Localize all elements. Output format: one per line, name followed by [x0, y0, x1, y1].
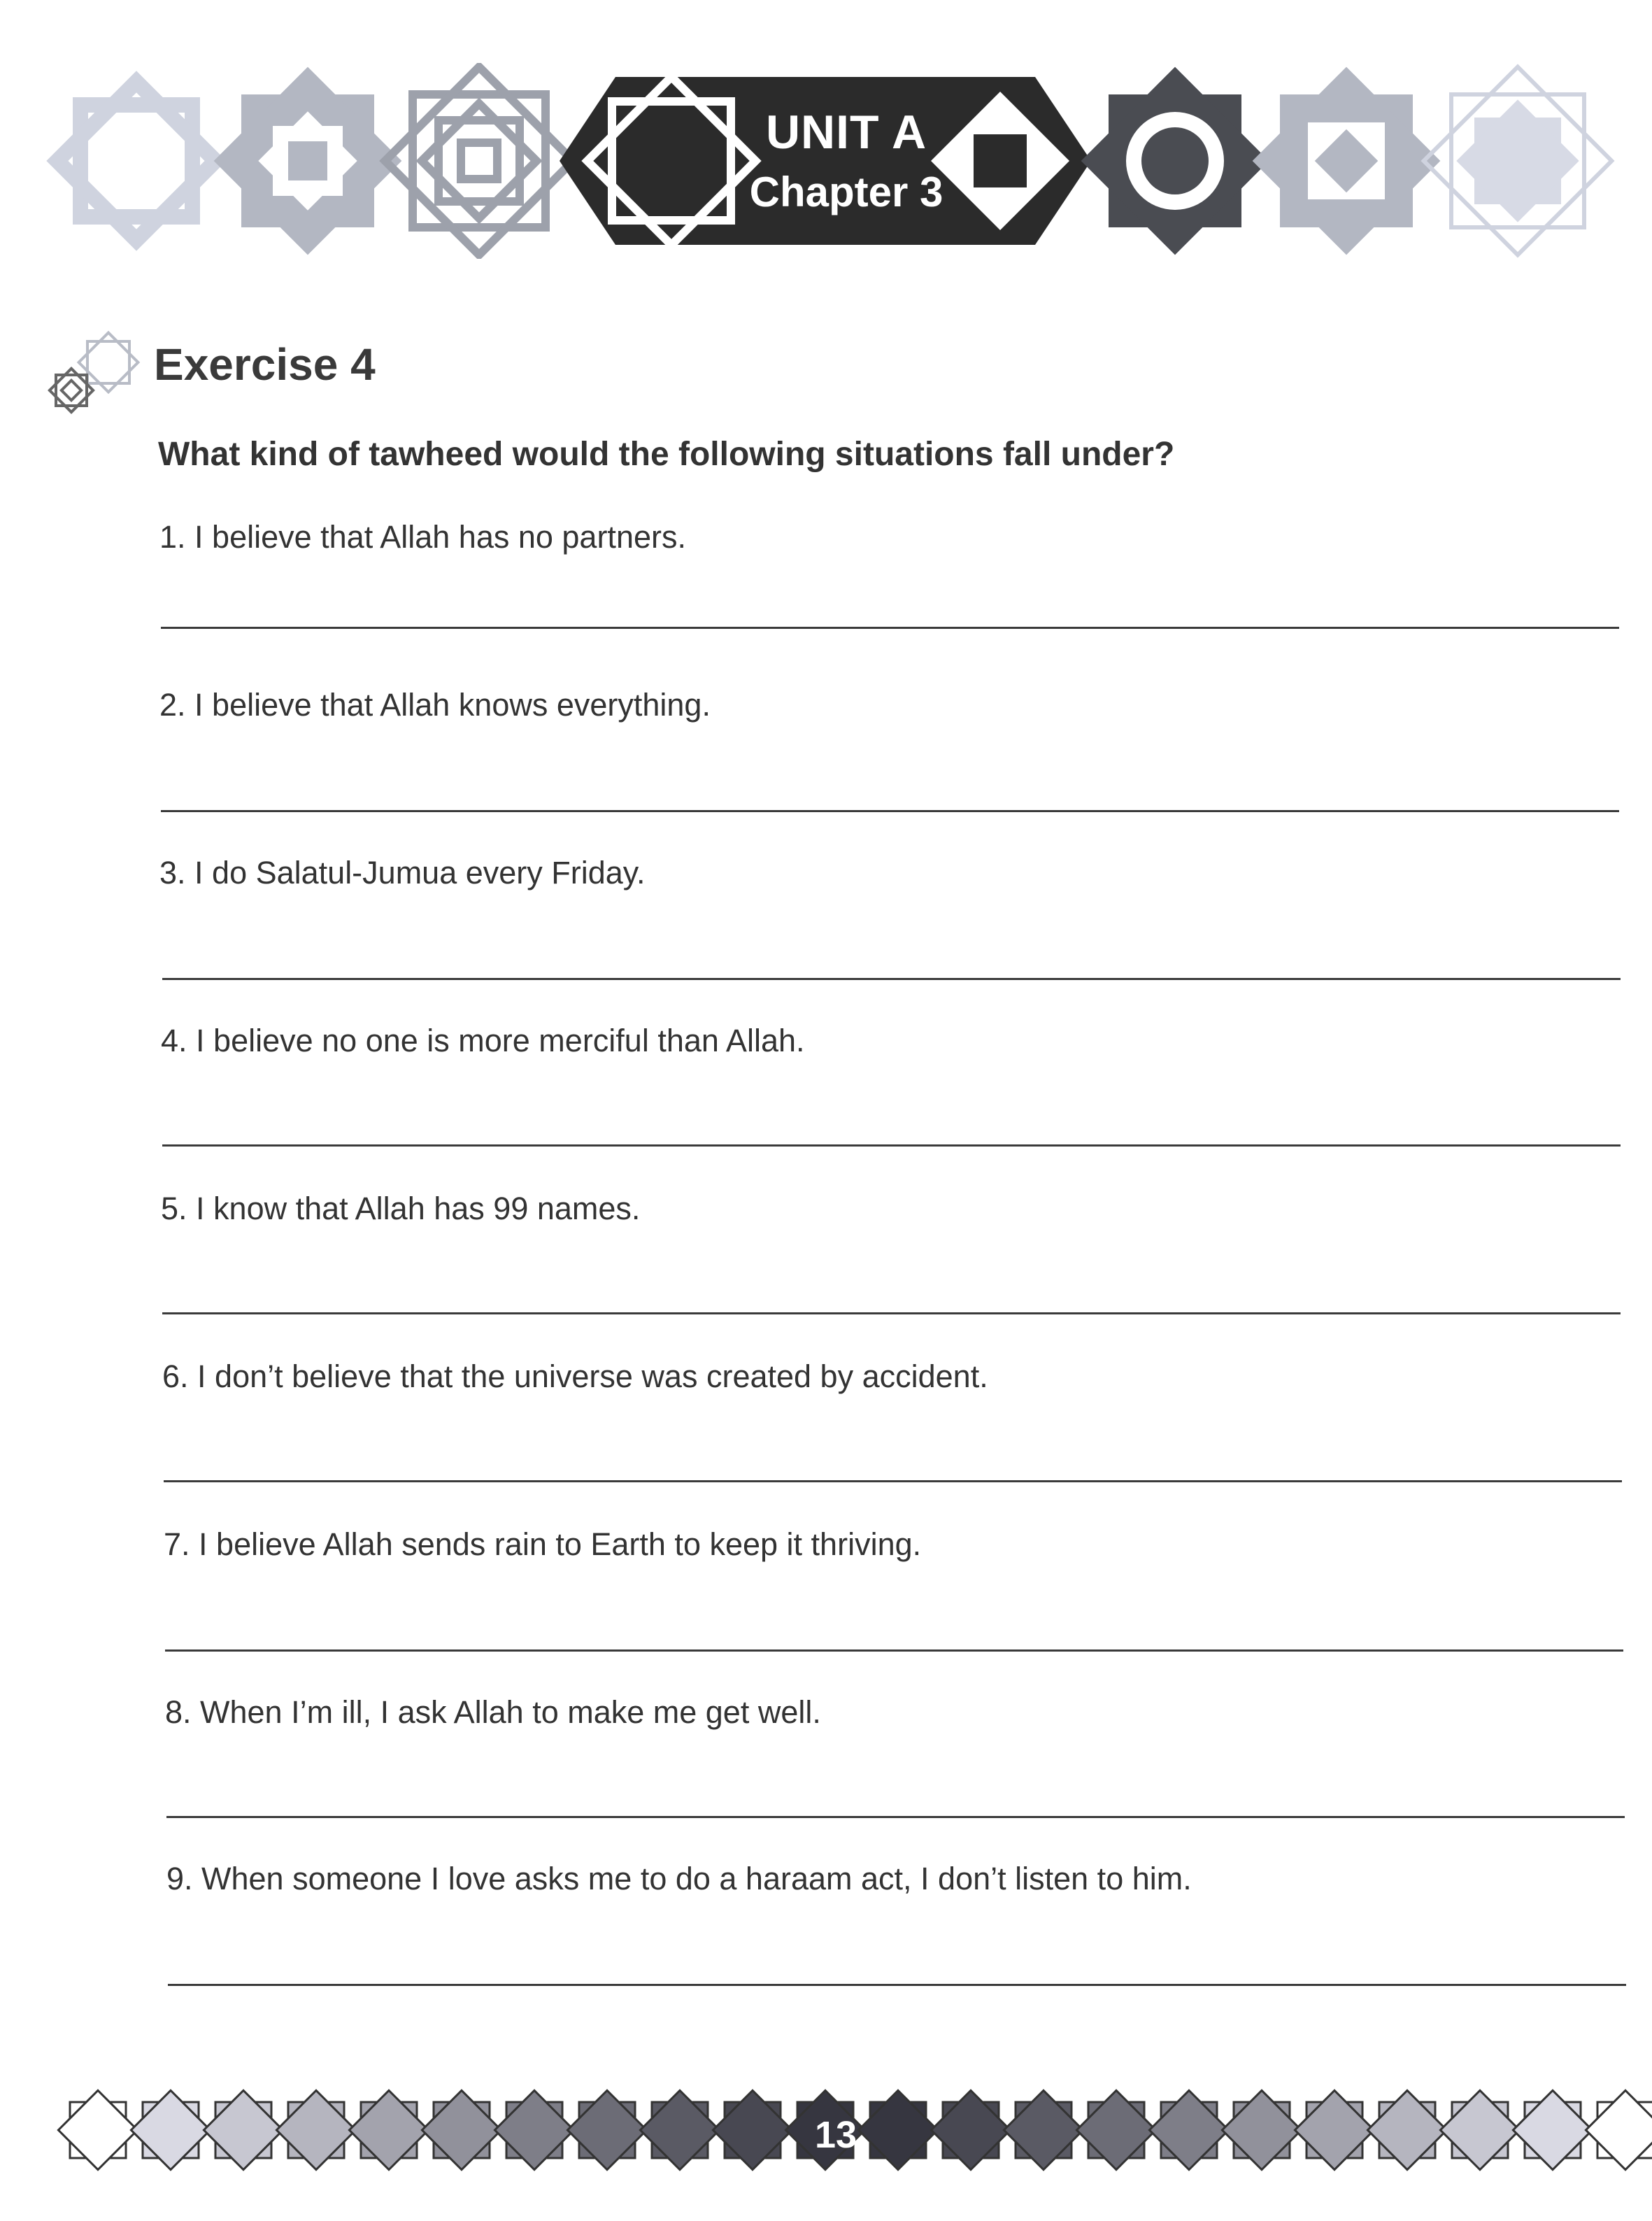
page-number: 13 [814, 2114, 857, 2156]
question-1: 1. I believe that Allah has no partners. [159, 519, 686, 555]
octagram-ornament-icon [57, 82, 215, 240]
footer-star-icon [494, 2090, 574, 2169]
question-8: 8. When I’m ill, I ask Allah to make me get well. [165, 1694, 821, 1730]
footer-star-icon [1367, 2090, 1446, 2169]
footer-star-icon [713, 2090, 792, 2169]
footer-star-icon [1295, 2090, 1374, 2169]
footer-star-icon [931, 2090, 1010, 2169]
question-9: 9. When someone I love asks me to do a haraam act, I don’t listen to him. [166, 1861, 1192, 1896]
octagram-ornament-icon [1081, 67, 1269, 255]
footer-star-icon [276, 2090, 355, 2169]
octagram-ornament-icon [1253, 67, 1441, 255]
octagram-ornament-icon [1424, 67, 1612, 255]
question-7: 7. I believe Allah sends rain to Earth to keep it thriving. [164, 1526, 922, 1562]
answer-line-4[interactable] [162, 1144, 1621, 1147]
question-4: 4. I believe no one is more merciful than Allah. [161, 1023, 805, 1058]
footer-star-icon [422, 2090, 501, 2169]
chapter-label: Chapter 3 [749, 169, 944, 215]
answer-line-3[interactable] [162, 978, 1621, 980]
question-3: 3. I do Salatul-Jumua every Friday. [159, 855, 646, 890]
footer-star-icon [131, 2090, 210, 2169]
answer-line-9[interactable] [168, 1984, 1626, 1986]
footer-star-icon [349, 2090, 428, 2169]
answer-line-7[interactable] [165, 1649, 1623, 1652]
question-2: 2. I believe that Allah knows everything. [159, 687, 711, 723]
footer-star-icon [1004, 2090, 1083, 2169]
answer-line-2[interactable] [161, 810, 1619, 812]
unit-chapter-title [664, 73, 1028, 248]
footer-star-icon [640, 2090, 719, 2169]
footer-star-icon [1222, 2090, 1301, 2169]
answer-line-8[interactable] [166, 1816, 1625, 1818]
footer-star-icon [1149, 2090, 1228, 2169]
footer-star-icon [1586, 2090, 1652, 2169]
footer-star-icon [58, 2090, 137, 2169]
exercise-title: Exercise 4 [154, 339, 376, 390]
exercise-instruction: What kind of tawheed would the following situations fall under? [158, 436, 1175, 473]
octagram-ornament-icon [385, 67, 574, 255]
footer-star-icon [1440, 2090, 1519, 2169]
footer-star-icon [1513, 2090, 1592, 2169]
footer-star-icon [1076, 2090, 1155, 2169]
answer-line-5[interactable] [162, 1312, 1621, 1314]
footer-star-icon [567, 2090, 646, 2169]
question-6: 6. I don’t believe that the universe was created by accident. [162, 1358, 988, 1394]
octagram-ornament-icon [214, 67, 402, 255]
question-5: 5. I know that Allah has 99 names. [161, 1191, 641, 1226]
answer-line-1[interactable] [161, 627, 1619, 629]
unit-label: UNIT A [765, 106, 927, 159]
star-ornament-icon [42, 329, 147, 420]
answer-line-6[interactable] [164, 1480, 1622, 1482]
footer-star-icon [204, 2090, 283, 2169]
